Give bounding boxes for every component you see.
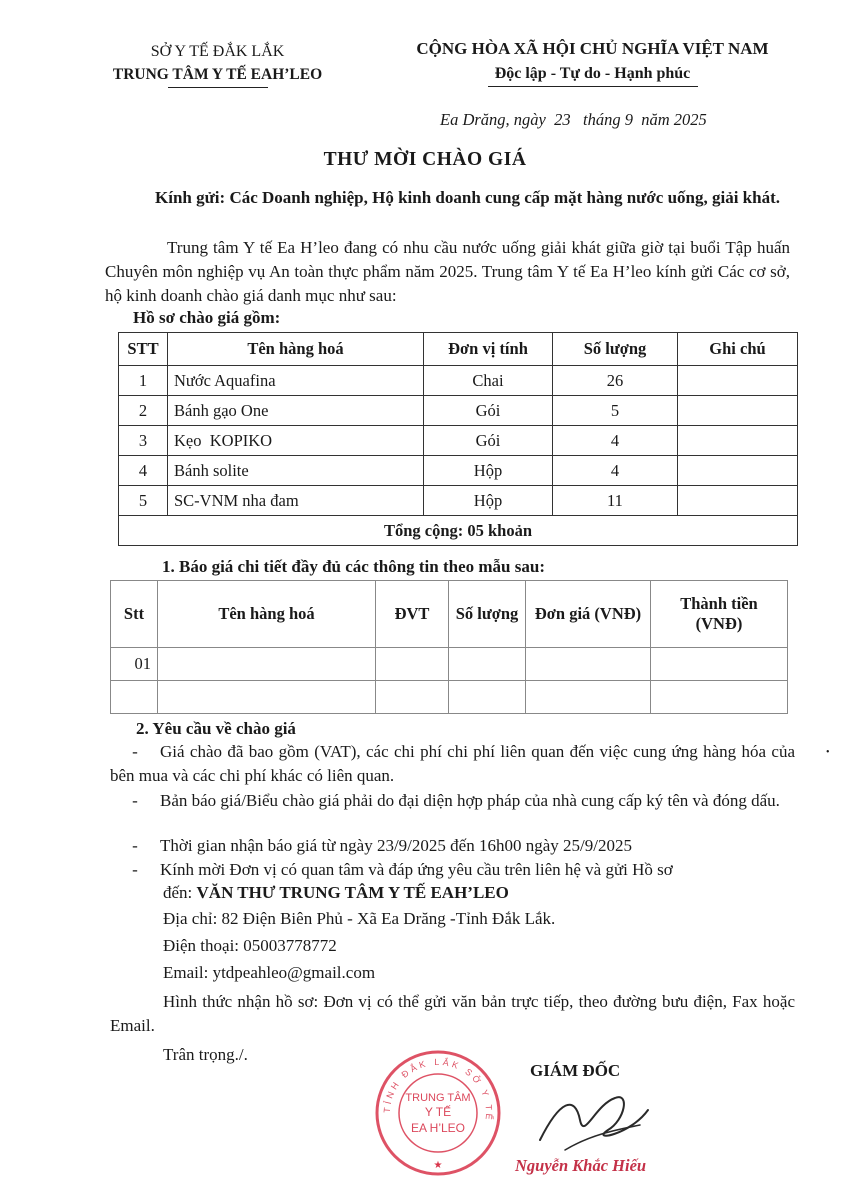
- quote-template-table: [110, 580, 788, 714]
- col-unit: ĐVT: [376, 581, 449, 648]
- cell-name: Bánh solite: [168, 456, 424, 486]
- dossier-heading: Hồ sơ chào giá gồm:: [133, 308, 281, 327]
- requirement-3: - Thời gian nhận báo giá từ ngày 23/9/2025 đến 16h00 ngày 25/9/2025: [132, 836, 632, 855]
- col-name: Tên hàng hoá: [168, 333, 424, 366]
- cell-unit: Gói: [424, 426, 553, 456]
- recipient-text: Các Doanh nghiệp, Hộ kinh doanh cung cấp mặt hàng nước uống, giải khát.: [229, 188, 780, 207]
- contact-phone: Điện thoại: 05003778772: [163, 936, 337, 955]
- table-row: [119, 396, 798, 426]
- table-row: [119, 486, 798, 516]
- cell-unit: Hộp: [424, 456, 553, 486]
- intro-paragraph: [105, 236, 790, 308]
- section-1-heading: 1. Báo giá chi tiết đầy đủ các thông tin theo mẫu sau:: [162, 557, 545, 576]
- cell-name: Kẹo KOPIKO: [168, 426, 424, 456]
- table-total: Tổng cộng: 05 khoản: [119, 516, 798, 546]
- cell-qty: 5: [553, 396, 678, 426]
- table-total-row: [119, 516, 798, 546]
- cell-unit: Gói: [424, 396, 553, 426]
- document-title: THƯ MỜI CHÀO GIÁ: [323, 149, 527, 170]
- stamp-line-1: TRUNG TÂM: [405, 1092, 471, 1104]
- stray-mark: •: [826, 747, 830, 758]
- items-table: [118, 332, 798, 546]
- cell-note: [678, 426, 798, 456]
- handwritten-signature: [520, 1080, 660, 1160]
- cell-stt: 1: [119, 366, 168, 396]
- cell-note: [678, 456, 798, 486]
- cell-note: [678, 486, 798, 516]
- requirement-1: - Giá chào đã bao gồm (VAT), các chi phí chi phí liên quan đến việc cung ứng hàng hóa của bên mua và các chi phí khác có liên quan.: [110, 742, 795, 785]
- quote-table-header: [111, 581, 788, 648]
- header-left: [95, 40, 340, 88]
- cell-note: [678, 366, 798, 396]
- signer-name: Nguyễn Khắc Hiếu: [515, 1156, 647, 1175]
- cell-qty: 11: [553, 486, 678, 516]
- stamp-star-icon: ★: [433, 1160, 443, 1171]
- cell-name: SC-VNM nha đam: [168, 486, 424, 516]
- requirement-2: - Bản báo giá/Biểu chào giá phải do đại diện hợp pháp của nhà cung cấp ký tên và đóng dấu.: [132, 791, 780, 810]
- org-parent: SỞ Y TẾ ĐẮK LẮK: [150, 43, 285, 60]
- cell-stt: 01: [111, 648, 158, 681]
- motto: Độc lập - Tự do - Hạnh phúc: [494, 65, 691, 82]
- table-row: [111, 648, 788, 681]
- table-row: [119, 366, 798, 396]
- col-total: Thành tiền (VNĐ): [651, 581, 788, 648]
- org-name: TRUNG TÂM Y TẾ EAH’LEO: [112, 66, 323, 83]
- cell-note: [678, 396, 798, 426]
- recipient: [105, 185, 790, 210]
- intro-text: Trung tâm Y tế Ea H’leo đang có nhu cầu nước uống giải khát giữa giờ tại buổi Tập huấn Chuyên môn nghiệp vụ An toàn thực phẩm năm 2025. Trung tâm Y tế Ea H’leo kính gửi Các cơ sở, hộ kinh doanh chào giá danh mục như sau:: [105, 238, 790, 305]
- col-note: Ghi chú: [678, 333, 798, 366]
- recipient-label: Kính gửi:: [155, 188, 226, 207]
- signer-title: GIÁM ĐỐC: [530, 1061, 621, 1080]
- col-unit-price: Đơn giá (VNĐ): [526, 581, 651, 648]
- motto-underline: [488, 86, 698, 87]
- stamp-line-3: EA H’LEO: [410, 1121, 466, 1135]
- stamp-line-2: Y TẾ: [424, 1105, 452, 1119]
- closing: Trân trọng./.: [163, 1045, 248, 1064]
- col-stt: Stt: [111, 581, 158, 648]
- col-qty: Số lượng: [449, 581, 526, 648]
- cell-stt: 2: [119, 396, 168, 426]
- office-name: VĂN THƯ TRUNG TÂM Y TẾ EAH’LEO: [196, 883, 509, 902]
- nation-title: CỘNG HÒA XÃ HỘI CHỦ NGHĨA VIỆT NAM: [416, 39, 769, 58]
- section-2-heading: 2. Yêu cầu về chào giá: [136, 719, 296, 738]
- cell-stt: 4: [119, 456, 168, 486]
- cell-name: Bánh gạo One: [168, 396, 424, 426]
- contact-email: Email: ytdpeahleo@gmail.com: [163, 963, 376, 982]
- col-name: Tên hàng hoá: [158, 581, 376, 648]
- cell-qty: 26: [553, 366, 678, 396]
- stamp-ring-text: TỈNH ĐẮK LẮK SỞ Y TẾ: [381, 1056, 495, 1124]
- cell-unit: Hộp: [424, 486, 553, 516]
- table-row: [111, 681, 788, 714]
- col-unit: Đơn vị tính: [424, 333, 553, 366]
- cell-name: Nước Aquafina: [168, 366, 424, 396]
- table-row: [119, 426, 798, 456]
- header-right: [385, 36, 800, 87]
- cell-unit: Chai: [424, 366, 553, 396]
- col-qty: Số lượng: [553, 333, 678, 366]
- cell-stt: 5: [119, 486, 168, 516]
- cell-stt: 3: [119, 426, 168, 456]
- items-table-header: [119, 333, 798, 366]
- contact-address: Địa chỉ: 82 Điện Biên Phủ - Xã Ea Drăng -Tỉnh Đắk Lắk.: [163, 909, 556, 928]
- col-stt: STT: [119, 333, 168, 366]
- table-row: [119, 456, 798, 486]
- requirement-4-recipient: đến: VĂN THƯ TRUNG TÂM Y TẾ EAH’LEO: [163, 883, 509, 902]
- submission-method: Hình thức nhận hồ sơ: Đơn vị có thể gửi văn bản trực tiếp, theo đường bưu điện, Fax hoặc Email.: [110, 992, 795, 1035]
- requirement-4: - Kính mời Đơn vị có quan tâm và đáp ứng yêu cầu trên liên hệ và gửi Hồ sơ: [132, 860, 673, 879]
- official-stamp: [373, 1048, 503, 1178]
- cell-qty: 4: [553, 426, 678, 456]
- document-date: Ea Drăng, ngày 23 tháng 9 năm 2025: [440, 110, 707, 129]
- org-underline: [168, 87, 268, 88]
- cell-qty: 4: [553, 456, 678, 486]
